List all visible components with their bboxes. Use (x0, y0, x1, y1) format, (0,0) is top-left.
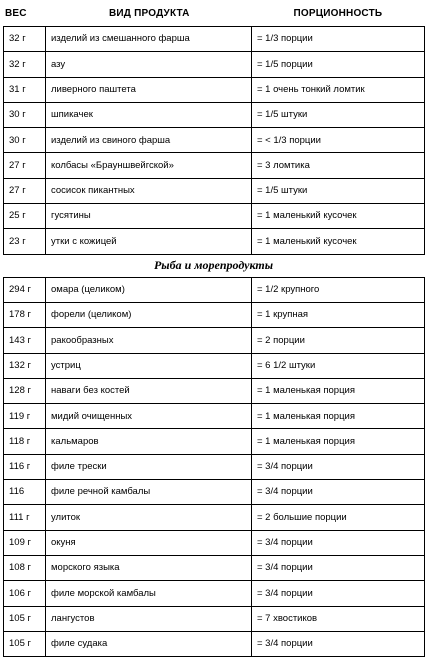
cell-product: улиток (46, 505, 252, 530)
table-row (4, 530, 425, 555)
table-row (4, 328, 425, 353)
table-row (4, 128, 425, 153)
cell-portion: = 2 порции (252, 328, 425, 353)
table-row (4, 77, 425, 102)
cell-product: наваги без костей (46, 378, 252, 403)
cell-portion: = 3/4 порции (252, 555, 425, 580)
table-header (3, 0, 424, 26)
table-row (4, 27, 425, 52)
cell-product: устриц (46, 353, 252, 378)
cell-portion: = 1 очень тонкий ломтик (252, 77, 425, 102)
cell-product: ракообразных (46, 328, 252, 353)
cell-weight: 23 г (4, 229, 46, 254)
cell-product: изделий из свиного фарша (46, 128, 252, 153)
cell-weight: 105 г (4, 606, 46, 631)
table-row (4, 480, 425, 505)
cell-product: азу (46, 52, 252, 77)
cell-weight: 119 г (4, 404, 46, 429)
cell-product: сосисок пикантных (46, 178, 252, 203)
cell-portion: = 3/4 порции (252, 581, 425, 606)
cell-weight: 143 г (4, 328, 46, 353)
table-row (4, 102, 425, 127)
header-product: ВИД ПРОДУКТА (109, 7, 190, 19)
table-row (4, 378, 425, 403)
cell-product: омара (целиком) (46, 277, 252, 302)
cell-product: филе судака (46, 631, 252, 656)
cell-product: лангустов (46, 606, 252, 631)
cell-product: филе трески (46, 454, 252, 479)
meat-table (3, 26, 425, 255)
cell-product: морского языка (46, 555, 252, 580)
cell-portion: = < 1/3 порции (252, 128, 425, 153)
cell-weight: 108 г (4, 555, 46, 580)
cell-portion: = 1 маленькая порция (252, 429, 425, 454)
cell-product: форели (целиком) (46, 302, 252, 327)
cell-product: филе морской камбалы (46, 581, 252, 606)
cell-product: филе речной камбалы (46, 480, 252, 505)
cell-product: утки с кожицей (46, 229, 252, 254)
cell-weight: 32 г (4, 27, 46, 52)
cell-product: окуня (46, 530, 252, 555)
table-row (4, 505, 425, 530)
cell-portion: = 1 маленькая порция (252, 404, 425, 429)
table-row (4, 429, 425, 454)
page (3, 0, 424, 657)
table-row (4, 606, 425, 631)
cell-weight: 27 г (4, 153, 46, 178)
cell-weight: 294 г (4, 277, 46, 302)
cell-product: колбасы «Брауншвейгской» (46, 153, 252, 178)
cell-portion: = 3/4 порции (252, 631, 425, 656)
cell-weight: 132 г (4, 353, 46, 378)
table-row (4, 204, 425, 229)
cell-portion: = 3/4 порции (252, 530, 425, 555)
cell-weight: 27 г (4, 178, 46, 203)
cell-weight: 111 г (4, 505, 46, 530)
cell-product: кальмаров (46, 429, 252, 454)
cell-portion: = 3/4 порции (252, 480, 425, 505)
meat-table-body (4, 27, 425, 255)
cell-product: гусятины (46, 204, 252, 229)
cell-product: мидий очищенных (46, 404, 252, 429)
cell-portion: = 1/5 штуки (252, 178, 425, 203)
cell-weight: 118 г (4, 429, 46, 454)
cell-product: шпикачек (46, 102, 252, 127)
cell-weight: 105 г (4, 631, 46, 656)
cell-portion: = 6 1/2 штуки (252, 353, 425, 378)
header-portion: ПОРЦИОННОСТЬ (293, 7, 383, 19)
cell-portion: = 1/2 крупного (252, 277, 425, 302)
cell-product: изделий из смешанного фарша (46, 27, 252, 52)
cell-weight: 32 г (4, 52, 46, 77)
cell-weight: 106 г (4, 581, 46, 606)
cell-weight: 25 г (4, 204, 46, 229)
cell-portion: = 2 большие порции (252, 505, 425, 530)
cell-weight: 128 г (4, 378, 46, 403)
table-row (4, 302, 425, 327)
cell-weight: 30 г (4, 102, 46, 127)
cell-portion: = 1 крупная (252, 302, 425, 327)
cell-portion: = 1/3 порции (252, 27, 425, 52)
cell-weight: 178 г (4, 302, 46, 327)
cell-portion: = 1 маленькая порция (252, 378, 425, 403)
cell-portion: = 3/4 порции (252, 454, 425, 479)
table-row (4, 277, 425, 302)
cell-weight: 31 г (4, 77, 46, 102)
cell-portion: = 1/5 порции (252, 52, 425, 77)
table-row (4, 52, 425, 77)
table-row (4, 581, 425, 606)
cell-weight: 116 г (4, 454, 46, 479)
table-row (4, 178, 425, 203)
table-row (4, 555, 425, 580)
section-title-fish: Рыба и морепродукты (153, 258, 274, 273)
fish-table (3, 277, 425, 657)
fish-table-body (4, 277, 425, 656)
table-row (4, 353, 425, 378)
table-row (4, 454, 425, 479)
cell-portion: = 1 маленький кусочек (252, 204, 425, 229)
cell-weight: 109 г (4, 530, 46, 555)
cell-portion: = 3 ломтика (252, 153, 425, 178)
table-row (4, 229, 425, 254)
cell-portion: = 1/5 штуки (252, 102, 425, 127)
cell-product: ливерного паштета (46, 77, 252, 102)
table-row (4, 153, 425, 178)
cell-portion: = 7 хвостиков (252, 606, 425, 631)
header-weight: ВЕС (5, 7, 27, 19)
cell-portion: = 1 маленький кусочек (252, 229, 425, 254)
table-row (4, 404, 425, 429)
cell-weight: 30 г (4, 128, 46, 153)
table-row (4, 631, 425, 656)
cell-weight: 116 (4, 480, 46, 505)
